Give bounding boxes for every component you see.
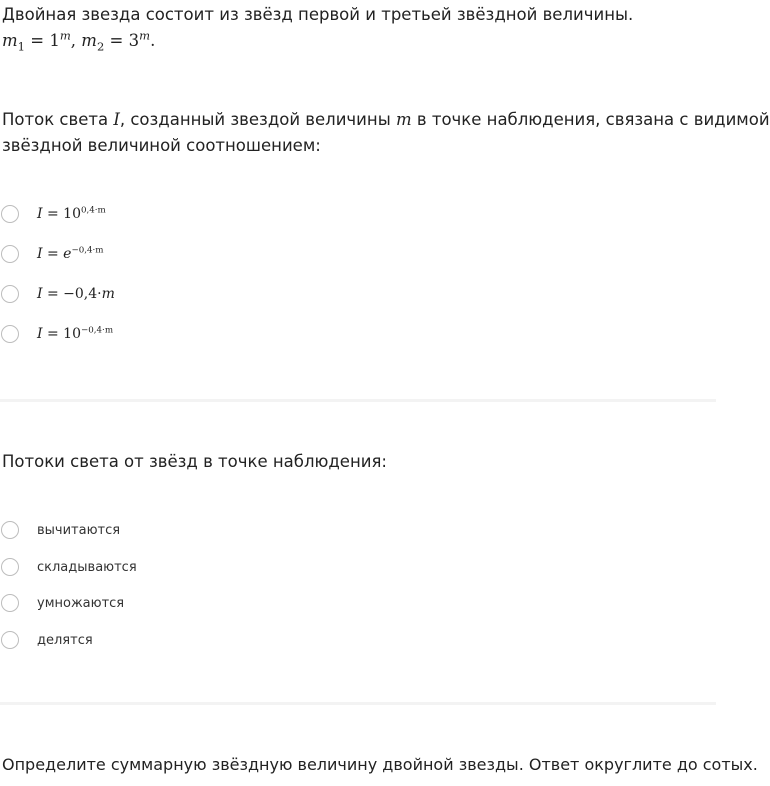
option-formula: I = −0,4·m xyxy=(37,286,115,302)
q2-option-3[interactable] xyxy=(0,282,115,306)
m1-superscript: m xyxy=(59,28,71,43)
option-label: умножаются xyxy=(37,595,125,611)
q3-option-3[interactable] xyxy=(0,591,124,615)
q2-var-I: I xyxy=(113,110,120,129)
q2-option-4[interactable] xyxy=(0,322,113,346)
q2-text-line2: звёздной величиной соотношением: xyxy=(2,136,321,155)
option-formula: $I = e^{-0,4\cdot m}$ xyxy=(37,245,104,262)
q2-option-2[interactable] xyxy=(0,242,104,266)
section-divider xyxy=(0,702,716,705)
q3-option-2[interactable] xyxy=(0,555,137,579)
m2-superscript: m xyxy=(139,28,151,43)
q1-magnitudes: $m_1 = 1^m$, $m_2 = 3^m$. xyxy=(2,28,156,54)
radio-button[interactable] xyxy=(1,325,19,343)
m1-subscript: 1 xyxy=(17,39,26,54)
radio-button[interactable] xyxy=(1,285,19,303)
m2-symbol: m xyxy=(81,31,97,50)
option-formula: $I = 10^{-0,4\cdot m}$ xyxy=(37,325,114,342)
m2-subscript: 2 xyxy=(96,39,105,54)
q2-text-line1: Поток света I, созданный звездой величины m в точке наблюдения, связана с видимой xyxy=(2,110,770,129)
option-label: делятся xyxy=(37,632,93,648)
q3-option-1[interactable] xyxy=(0,518,120,542)
q2-var-m: m xyxy=(395,110,412,129)
radio-button[interactable] xyxy=(1,245,19,263)
option-formula: $I = 10^{0,4\cdot m}$ xyxy=(37,205,106,222)
radio-button[interactable] xyxy=(1,521,19,539)
radio-button[interactable] xyxy=(1,205,19,223)
q2-option-1[interactable] xyxy=(0,202,106,226)
q3-text: Потоки света от звёзд в точке наблюдения: xyxy=(2,452,387,471)
q1-statement: Двойная звезда состоит из звёзд первой и третьей звёздной величины. xyxy=(2,5,634,24)
radio-button[interactable] xyxy=(1,594,19,612)
option-label: вычитаются xyxy=(37,522,121,538)
q3-option-4[interactable] xyxy=(0,628,93,652)
m2-value: 3 xyxy=(128,31,140,50)
m1-value: 1 xyxy=(49,31,60,50)
q4-text: Определите суммарную звёздную величину двойной звезды. Ответ округлите до сотых. xyxy=(2,755,758,774)
section-divider xyxy=(0,399,716,402)
radio-button[interactable] xyxy=(1,631,19,649)
radio-button[interactable] xyxy=(1,558,19,576)
option-label: складываются xyxy=(37,559,137,575)
m1-symbol: m xyxy=(2,31,18,50)
